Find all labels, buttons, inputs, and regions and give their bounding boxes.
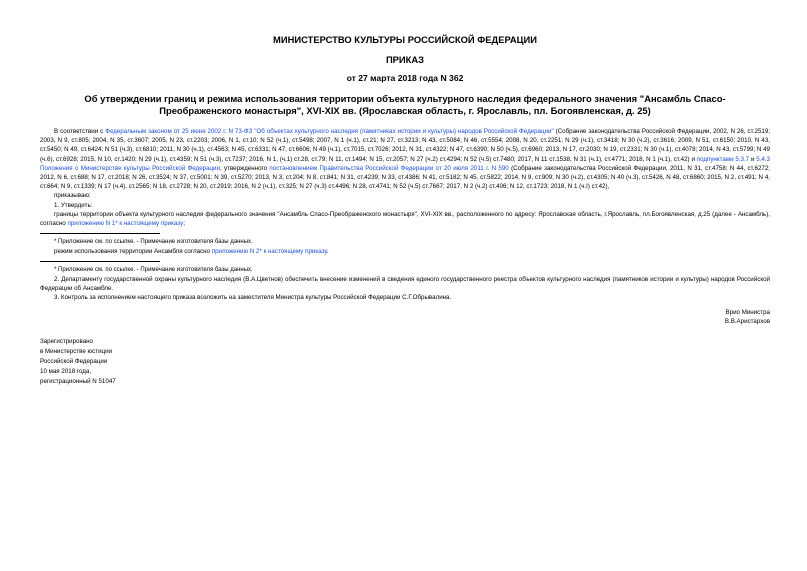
signature-position: Врио Министра: [725, 309, 770, 317]
ministry-heading: МИНИСТЕРСТВО КУЛЬТУРЫ РОССИЙСКОЙ ФЕДЕРАЦИИ: [273, 34, 537, 45]
doc-date-number: от 27 марта 2018 года N 362: [346, 73, 464, 83]
footnote-divider: [40, 233, 160, 234]
footnote-2: * Приложение см. по ссылке. - Примечание изготовителя базы данных.: [54, 267, 253, 274]
item1-heading: 1. Утвердить:: [54, 201, 93, 209]
doc-type-heading: ПРИКАЗ: [385, 54, 425, 65]
item3-text: 3. Контроль за исполнением настоящего приказа возложить на заместителя Министра культуры Российской Федерации С.Г.Обрывалина.: [54, 294, 452, 302]
registration-block: [40, 337, 770, 387]
item1-text-a-body: границы территории объекта культурного наследия федерального значения "Ансамбль Спасо-Преображенского монастыря", XVI-XIX вв., расположенного по адресу: Ярославская область, г.Ярославль, пл.Богоявленская, д.25 (далее - Ансамбль), согласно: [40, 210, 770, 228]
subparagraphs-link[interactable]: подпунктами 5.3.7: [696, 155, 750, 163]
appendix-2-link[interactable]: приложению N 2* к настоящему приказу: [211, 247, 327, 255]
appendix-1-link[interactable]: приложению N 1* к настоящему приказу: [67, 220, 184, 228]
preamble-text-2: (Собрание законодательства Российской Федерации, 2002, N 26, ст.2519; 2003, N 9, ст.805; 2004, N 35, ст.3607; 2005, N 23, ст.2203; 2006, N 1, ст.10; N 52 (ч.1), ст.5498; 2007, N 1 (ч.1), ст.21; N 27, ст.3213; N 43, ст.5084; N 46, ст.5554; 2008, N 20, ст.2251; N 29 (ч.1), ст.3418; N 30 (ч.2), ст.3616; 2009, N 51, ст.6150; 2010, N 43, ст.5450; N 49, ст.6424; N 51 (ч.3), ст.6810; 2011, N 30 (ч.1), ст.4563; N 45, ст.6331; N 47, ст.6606; N 49 (ч.1), ст.7015, ст.7026; 2012, N 31, ст.4322; N 47, ст.6390; N 50 (ч.5), ст.6960; 2013, N 17, ст.2030; N 19, ст.2331; N 30 (ч.1), ст.4078; 2014, N 43, ст.5799; N 49 (ч.6), ст.6928; 2015, N 10, ст.1420; N 29 (ч.1), ст.4359; N 51 (ч.3), ст.7237; 2016, N 1, (ч.1) ст.28, ст.79; N 11, ст.1494; N 15, ст.2057; N 27 (ч.2) ст.4294; N 52 (ч.5) ст.7480; 2017, N 11 ст.1538, N 31 (ч.1), ст.4771; 2018, N 1 (ч.1), ст.42) и: [40, 128, 771, 163]
signature-name: В.В.Аристархов: [724, 318, 770, 326]
preamble-paragraph: [40, 127, 770, 191]
footnote-1: * Приложение см. по ссылке. - Примечание изготовителя базы данных.: [54, 239, 253, 246]
doc-title: Об утверждении границ и режима использования территории объекта культурного наследия федерального значения "Ансамбль Спасо-Преображенского монастыря", XVI-XIX вв. (Ярославская область, г. Ярославль, пл. Богоявленская, д. 25): [84, 93, 726, 116]
item1-text-a: [40, 210, 770, 228]
item2-text: 2. Департаменту государственной охраны культурного наследия (В.А.Цветнов) обеспечить внесение изменений в сведения единого государственного реестра объектов культурного наследия (памятников истории и культуры) народов Российской Федерации об Ансамбле.: [40, 275, 770, 292]
item1-text-b-end: .: [326, 247, 329, 255]
federal-law-link[interactable]: Федеральным законом от 25 июня 2002 г. N 73-ФЗ "Об объектах культурного наследия (памятниках истории и культуры) народов Российской Федерации": [105, 128, 554, 135]
document-page: [40, 34, 770, 387]
ministry-regulation-link[interactable]: 5.4.3 Положения о Министерстве культуры Российской Федерации: [40, 155, 770, 172]
registration-line-1: Зарегистрировано: [40, 337, 93, 345]
item1-text-b-body: режим использования территории Ансамбля согласно: [54, 247, 212, 255]
order-word: приказываю:: [54, 192, 91, 200]
registration-line-3: Российской Федерации: [40, 357, 108, 365]
preamble-text-5: (Собрание законодательства Российской Федерации, 2011, N 31, ст.4758; N 44, ст.6272; 2012, N 6, ст.688; N 17, ст.2018; N 26, ст.3524; N 37, ст.5001; N 39, ст.5270; 2013, N 3, ст.204; N 8, ст.841; N 31, ст.4239; N 33, ст.4386; N 41, ст.5182; N 45, ст.5822; 2014, N 9, ст.909; N 30 (ч.2), ст.4305; N 40 (ч.3), ст.5426, N 48, ст.6860; 2015, N 2, ст.491; N 4, ст.664; N 9, ст.1339; N 17 (ч.4), ст.2565; N 18, ст.2728; N 20, ст.2919; 2016, N 2 (ч.1), ст.325; N 27 (ч.3) ст.4496; N 28, ст.4741; N 52 (ч.5) ст.7667; 2017, N 2 (ч.2) ст.406; N 12, ст.1723; 2018, N 1 (ч.I) ст.42),: [40, 164, 770, 191]
item1-text-b: [40, 247, 770, 256]
preamble-text-4: , утвержденного: [219, 164, 270, 172]
footnote-divider-2: [40, 261, 160, 262]
government-decree-link[interactable]: постановлением Правительства Российской Федерации от 20 июля 2011 г. N 590: [269, 164, 509, 172]
registration-line-4: 10 мая 2018 года,: [40, 367, 92, 375]
preamble-text-3: и: [749, 155, 757, 163]
preamble-text-1: В соответствии с: [54, 128, 106, 135]
registration-line-5: регистрационный N 51047: [40, 377, 116, 385]
item1-text-a-end: ;: [183, 220, 185, 228]
registration-line-2: в Министерстве юстиции: [40, 347, 113, 355]
